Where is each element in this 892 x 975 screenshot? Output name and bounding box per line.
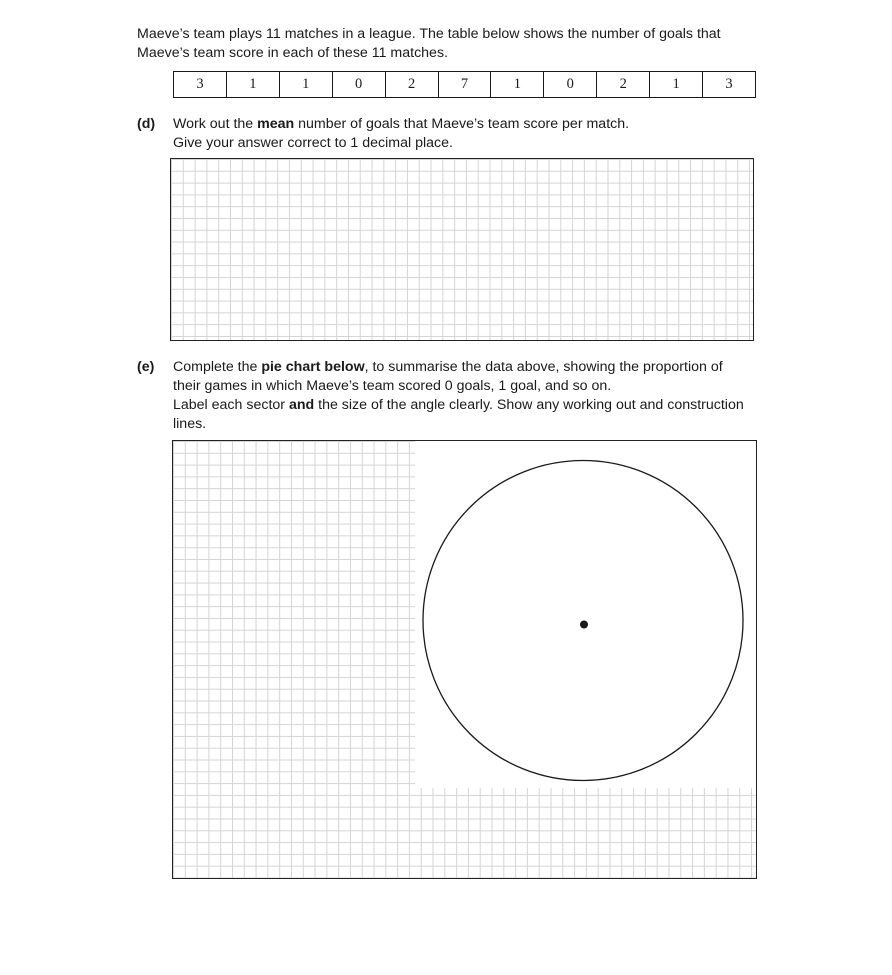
goals-cell: 1 bbox=[226, 72, 279, 98]
pie-circle bbox=[423, 461, 743, 781]
goals-cell: 1 bbox=[650, 72, 703, 98]
goals-cell: 0 bbox=[544, 72, 597, 98]
intro-line-1: Maeve’s team plays 11 matches in a league. The table below shows the number of goals that bbox=[137, 26, 721, 42]
part-e-text: Complete the bbox=[173, 359, 262, 375]
part-e-text: their games in which Maeve’s team scored 0 goals, 1 goal, and so on. bbox=[173, 378, 612, 394]
goals-cell: 3 bbox=[174, 72, 227, 98]
part-d-bold-text: mean bbox=[257, 116, 295, 132]
goals-cell: 3 bbox=[703, 72, 756, 98]
part-d-text: Give your answer correct to 1 decimal place. bbox=[173, 135, 453, 151]
part-d-question bbox=[173, 115, 773, 153]
answer-grid-d[interactable] bbox=[170, 158, 754, 341]
goals-row bbox=[174, 72, 756, 98]
goals-cell: 1 bbox=[279, 72, 332, 98]
pie-centre-dot bbox=[580, 621, 588, 629]
pie-chart-outline[interactable] bbox=[420, 456, 748, 786]
part-e-text: , to summarise the data above, showing the proportion of bbox=[364, 359, 723, 375]
part-d-text: number of goals that Maeve’s team score per match. bbox=[294, 116, 630, 132]
part-e-text: the size of the angle clearly. Show any working out and construction bbox=[314, 397, 744, 413]
goals-cell: 0 bbox=[332, 72, 385, 98]
part-e-text: Label each sector bbox=[173, 397, 289, 413]
part-e-text: lines. bbox=[173, 416, 207, 432]
goals-table bbox=[173, 71, 756, 98]
part-e-bold-text: and bbox=[288, 397, 315, 413]
goals-cell: 2 bbox=[385, 72, 438, 98]
goals-cell: 7 bbox=[438, 72, 491, 98]
intro-line-2: Maeve’s team score in each of these 11 matches. bbox=[137, 45, 448, 61]
part-d-label: (d) bbox=[137, 116, 156, 132]
intro-text bbox=[137, 25, 777, 63]
part-e-bold-text: pie chart below bbox=[261, 359, 365, 375]
goals-cell: 2 bbox=[597, 72, 650, 98]
part-e-label: (e) bbox=[137, 359, 155, 375]
part-e-question bbox=[173, 358, 763, 434]
goals-cell: 1 bbox=[491, 72, 544, 98]
part-d-text: Work out the bbox=[173, 116, 258, 132]
